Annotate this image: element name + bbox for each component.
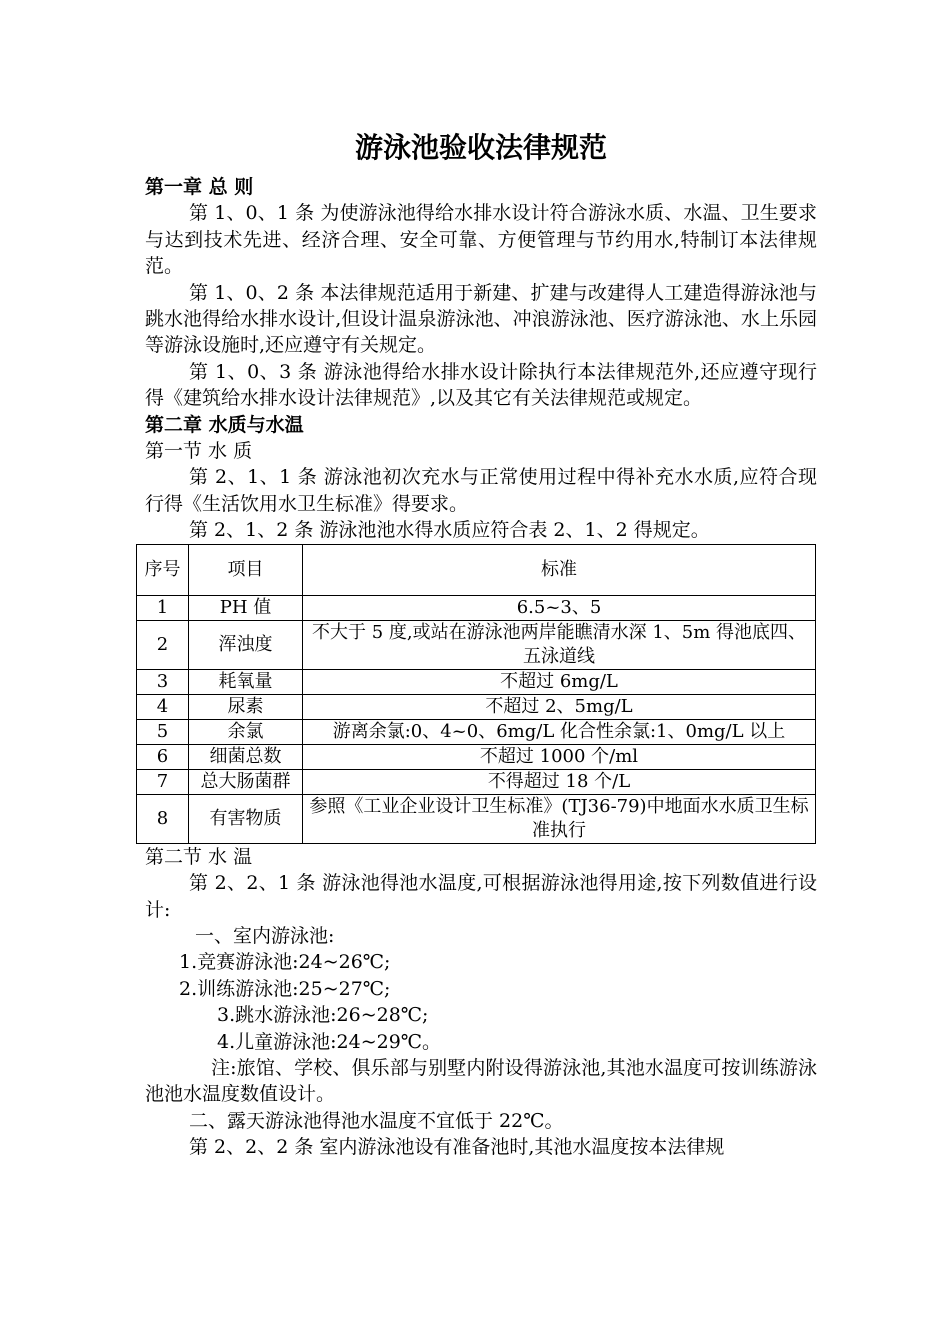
row-item: PH 值 bbox=[189, 595, 303, 620]
document-page bbox=[145, 128, 817, 1161]
table-header-row bbox=[137, 544, 816, 595]
article-2-1-2: 第 2、1、2 条 游泳池池水得水质应符合表 2、1、2 得规定。 bbox=[189, 519, 710, 542]
row-no: 7 bbox=[137, 769, 189, 794]
article-1-0-2: 第 1、0、2 条 本法律规范适用于新建、扩建与改建得人工建造得游泳池与跳水池得给水排水设计,但设计温泉游泳池、冲浪游泳池、医疗游泳池、水上乐园等游泳设施时,还应遵守有关规定。 bbox=[145, 281, 817, 357]
table-row bbox=[137, 669, 816, 694]
article-2-2-2: 第 2、2、2 条 室内游泳池设有准备池时,其池水温度按本法律规 bbox=[189, 1136, 725, 1159]
chapter-1-heading: 第一章 总 则 bbox=[145, 176, 254, 198]
section-2-heading: 第二节 水 温 bbox=[145, 845, 253, 868]
row-item: 尿素 bbox=[189, 694, 303, 719]
header-standard: 标准 bbox=[303, 544, 816, 595]
row-standard: 不得超过 18 个/L bbox=[303, 769, 816, 794]
water-quality-table bbox=[136, 544, 816, 844]
table-row bbox=[137, 719, 816, 744]
section-1-heading: 第一节 水 质 bbox=[145, 440, 253, 463]
article-2-1-1: 第 2、1、1 条 游泳池初次充水与正常使用过程中得补充水水质,应符合现行得《生活饮用水卫生标准》得要求。 bbox=[145, 466, 817, 515]
indoor-pool-heading: 一、室内游泳池: bbox=[195, 924, 335, 947]
indoor-note: 注:旅馆、学校、俱乐部与别墅内附设得游泳池,其池水温度可按训练游泳池池水温度数值设计。 bbox=[145, 1056, 817, 1106]
row-item: 细菌总数 bbox=[189, 744, 303, 769]
outdoor-pool-line: 二、露天游泳池得池水温度不宜低于 22℃。 bbox=[189, 1109, 564, 1132]
table-row bbox=[137, 595, 816, 620]
indoor-item-4: 4.儿童游泳池:24~29℃。 bbox=[217, 1030, 442, 1053]
row-standard: 6.5~3、5 bbox=[303, 595, 816, 620]
article-1-0-1: 第 1、0、1 条 为使游泳池得给水排水设计符合游泳水质、水温、卫生要求与达到技术先进、经济合理、安全可靠、方便管理与节约用水,特制订本法律规范。 bbox=[145, 202, 817, 278]
row-no: 5 bbox=[137, 719, 189, 744]
row-item: 总大肠菌群 bbox=[189, 769, 303, 794]
row-no: 1 bbox=[137, 595, 189, 620]
header-no: 序号 bbox=[137, 544, 189, 595]
row-item: 有害物质 bbox=[189, 794, 303, 843]
row-standard: 不超过 1000 个/ml bbox=[303, 744, 816, 769]
row-standard: 不超过 2、5mg/L bbox=[303, 694, 816, 719]
row-standard: 参照《工业企业设计卫生标准》(TJ36-79)中地面水水质卫生标准执行 bbox=[303, 794, 816, 843]
table-row bbox=[137, 769, 816, 794]
row-item: 浑浊度 bbox=[189, 620, 303, 669]
row-no: 6 bbox=[137, 744, 189, 769]
indoor-item-1: 1.竞赛游泳池:24~26℃; bbox=[179, 951, 391, 974]
row-no: 3 bbox=[137, 669, 189, 694]
row-no: 8 bbox=[137, 794, 189, 843]
row-no: 4 bbox=[137, 694, 189, 719]
table-row bbox=[137, 744, 816, 769]
row-item: 余氯 bbox=[189, 719, 303, 744]
row-standard: 不大于 5 度,或站在游泳池两岸能瞧清水深 1、5m 得池底四、五泳道线 bbox=[303, 620, 816, 669]
article-1-0-3: 第 1、0、3 条 游泳池得给水排水设计除执行本法律规范外,还应遵守现行得《建筑给水排水设计法律规范》,以及其它有关法律规范或规定。 bbox=[145, 360, 817, 410]
indoor-item-3: 3.跳水游泳池:26~28℃; bbox=[217, 1004, 429, 1027]
table-row bbox=[137, 620, 816, 669]
table-row bbox=[137, 794, 816, 843]
header-item: 项目 bbox=[189, 544, 303, 595]
indoor-item-2: 2.训练游泳池:25~27℃; bbox=[179, 977, 391, 1000]
row-item: 耗氧量 bbox=[189, 669, 303, 694]
article-2-2-1: 第 2、2、1 条 游泳池得池水温度,可根据游泳池得用途,按下列数值进行设计: bbox=[145, 872, 817, 921]
table-row bbox=[137, 694, 816, 719]
row-no: 2 bbox=[137, 620, 189, 669]
chapter-2-heading: 第二章 水质与水温 bbox=[145, 413, 304, 436]
document-title: 游泳池验收法律规范 bbox=[354, 131, 607, 164]
row-standard: 不超过 6mg/L bbox=[303, 669, 816, 694]
row-standard: 游离余氯:0、4~0、6mg/L 化合性余氯:1、0mg/L 以上 bbox=[303, 719, 816, 744]
